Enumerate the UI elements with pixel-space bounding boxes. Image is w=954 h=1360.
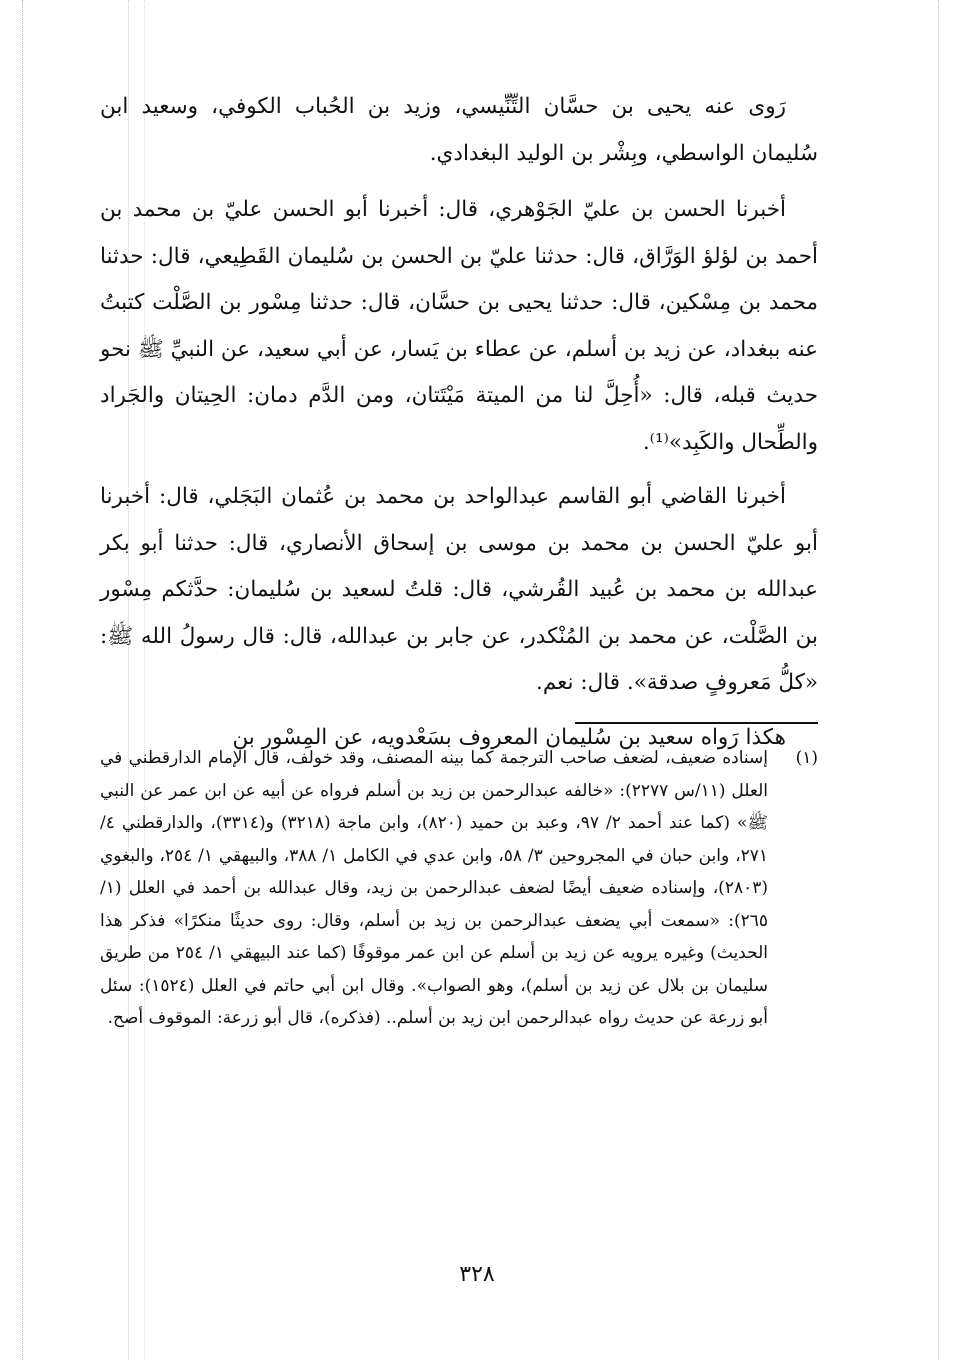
paragraph-narrators: رَوى عنه يحيى بن حسَّان التِّنِّيسي، وزيد بن الحُباب الكوفي، وسعيد ابن سُليمان الواسطي، وبِشْر بن الوليد البغدادي. (100, 94, 818, 166)
scan-edge-line (22, 0, 23, 1360)
footnote-text: إسناده ضعيف، لضعف صاحب الترجمة كما بينه المصنف، وقد خولف، قال الإمام الدارقطني في العلل (١١/س ٢٢٧٧): «خالفه عبدالرحمن بن زيد بن أسلم فرواه عن أبيه عن ابن عمر عن النبي ﷺ» (كما عند أحمد ٢/ ٩٧، وعبد بن حميد (٨٢٠)، وابن ماجة (٣٢١٨) و(٣٣١٤)، والدارقطني ٤/ ٢٧١، وابن حبان في المجروحين ٣/ ٥٨، وابن عدي في الكامل ١/ ٣٨٨، والبيهقي ١/ ٢٥٤، والبغوي (٢٨٠٣)، وإسناده ضعيف أيضًا لضعف عبدالرحمن بن زيد، وقال عبدالله بن أحمد في العلل (١/ ٢٦٥): «سمعت أبي يضعف عبدالرحمن بن زيد بن أسلم، وقال: روى حديثًا منكرًا» فذكر هذا الحديث) وغيره يرويه عن زيد بن أسلم عن ابن عمر موقوفًا (كما عند البيهقي ١/ ٢٥٤ من طريق سليمان بن بلال عن زيد بن أسلم)، وهو الصواب». وقال ابن أبي حاتم في العلل (١٥٢٤): سئل أبو زرعة عن حديث رواه عبدالرحمن ابن زيد بن أسلم.. (فذكره)، قال أبو زرعة: الموقوف أصح. (100, 748, 768, 1028)
scan-edge-line (938, 0, 939, 1360)
main-text (100, 84, 818, 769)
paragraph-continuation: هكذا رَواه سعيد بن سُليمان المعروف بسَعْدويه، عن المِسْور بن (232, 724, 786, 750)
paragraph-hadith-2: أخبرنا القاضي أبو القاسم عبدالواحد بن محمد بن عُثمان البَجَلي، قال: أخبرنا أبو عليّ الحسن بن محمد بن موسى بن إسحاق الأنصاري، قال: حدثنا أبو بكر عبدالله بن محمد بن عُبيد القُرشي، قال: قلتُ لسعيد بن سُليمان: حدَّثكم مِسْور بن الصَّلْت، عن محمد بن المُنْكدر، عن جابر بن عبدالله، قال: قال رسولُ الله ﷺ: «كلُّ مَعروفٍ صدقة». قال: نعم. (100, 484, 818, 695)
page-number: ٣٢٨ (459, 1262, 495, 1287)
footnote-number: (١) (795, 748, 818, 768)
paragraph-hadith-1: أخبرنا الحسن بن عليّ الجَوْهري، قال: أخبرنا أبو الحسن عليّ بن محمد بن أحمد بن لؤلؤ الوَرَّاق، قال: حدثنا عليّ بن الحسن بن سُليمان القَطِيعي، قال: حدثنا محمد بن مِسْكين، قال: حدثنا يحيى بن حسَّان، قال: حدثنا مِسْور بن الصَّلْت كتبتُ عنه ببغداد، عن زيد بن أسلم، عن عطاء بن يَسار، عن أبي سعيد، عن النبيِّ ﷺ نحو حديث قبله، قال: «أُحِلَّ لنا من الميتة مَيْتَتان، ومن الدَّم دمان: الحِيتان والجَراد والطِّحال والكَبِد»⁽¹⁾. (100, 197, 818, 455)
footnote (100, 742, 818, 1035)
footnote-separator (575, 722, 818, 724)
